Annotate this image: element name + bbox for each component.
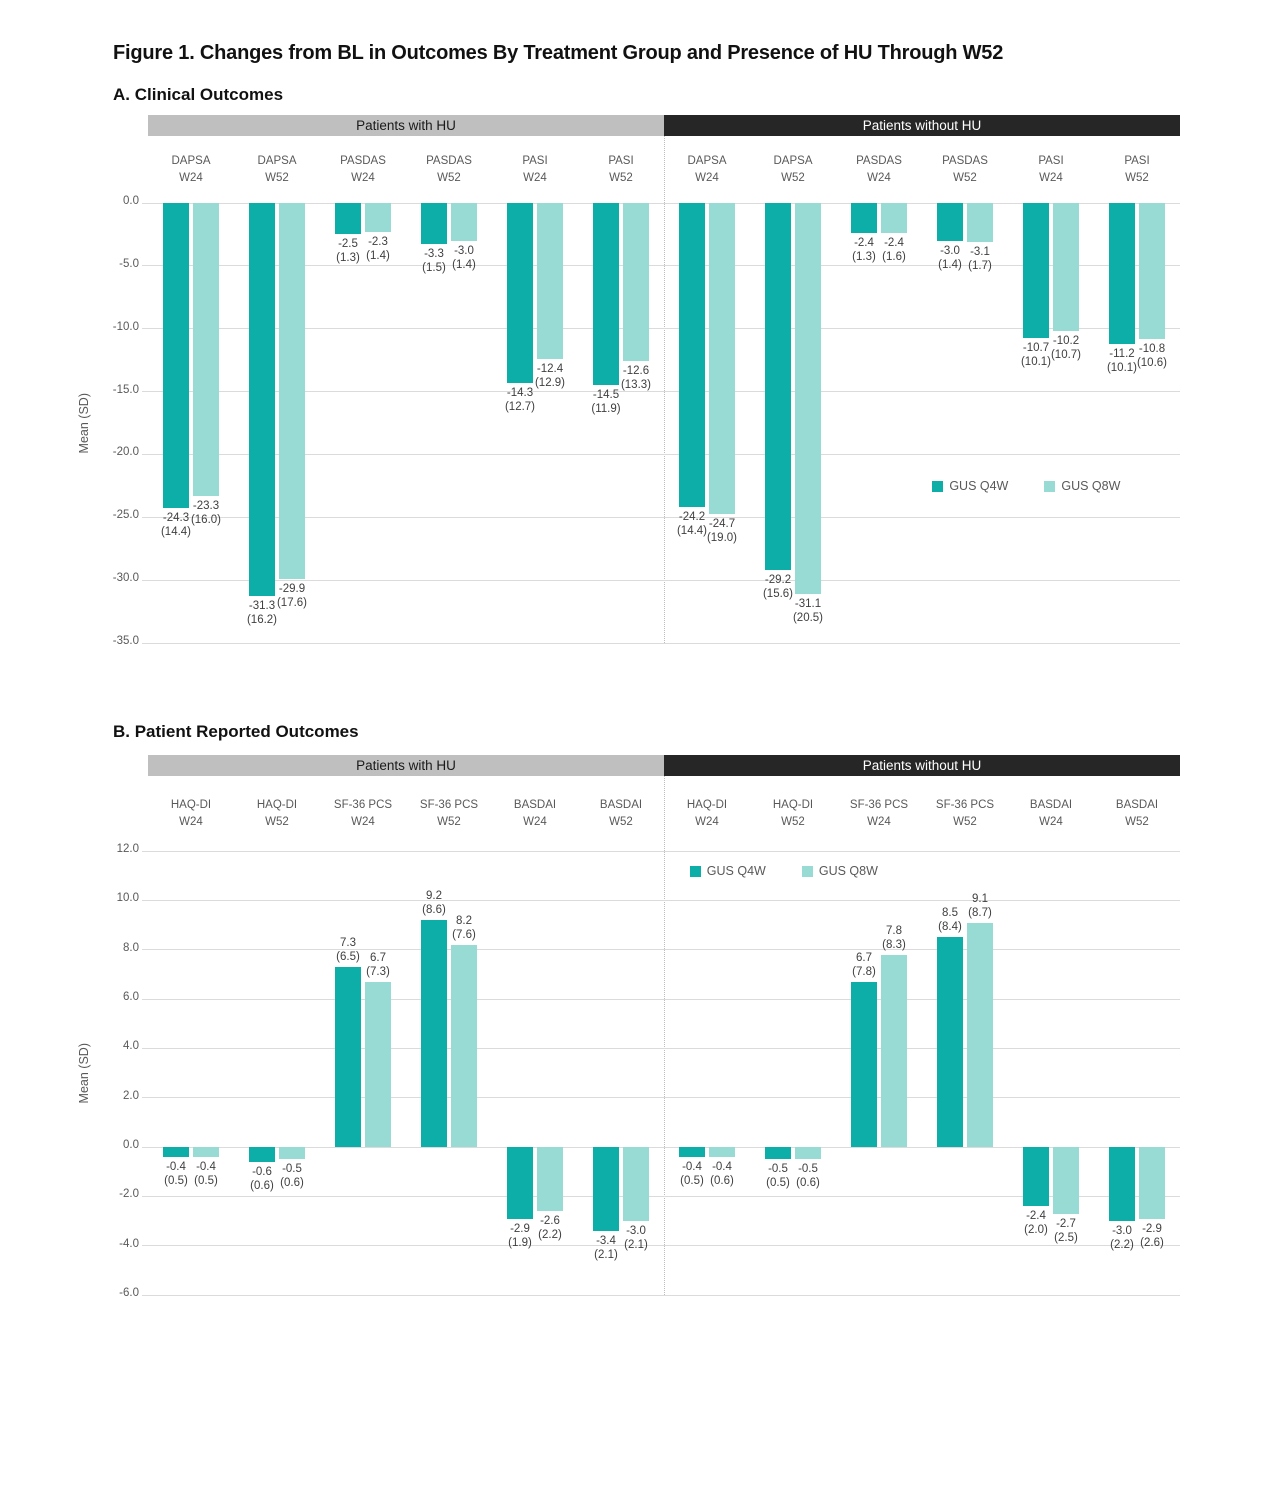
y-tick-label: -30.0 xyxy=(112,572,139,585)
column-label: DAPSA W52 xyxy=(257,154,297,184)
bar-value-label: -29.2 (15.6) xyxy=(762,574,794,601)
y-tick-label: 12.0 xyxy=(116,843,139,855)
category-labels-with-hu xyxy=(148,776,664,851)
column-label: PASDAS W52 xyxy=(942,154,988,184)
column-label: SF-36 PCS W52 xyxy=(935,798,995,828)
bar-gus-q8w xyxy=(451,203,477,241)
bar-value-label: -0.5 (0.6) xyxy=(280,1163,304,1190)
y-axis-title-text: Mean (SD) xyxy=(77,392,91,454)
bar-value-label: -0.4 (0.5) xyxy=(194,1160,218,1187)
bar-gus-q4w xyxy=(679,1147,705,1157)
band-patients-with-hu-label: Patients with HU xyxy=(356,758,456,773)
bar-gus-q4w xyxy=(421,920,447,1147)
y-axis-title-text: Mean (SD) xyxy=(77,1042,91,1104)
bar-value-label: 9.2 (8.6) xyxy=(422,890,446,917)
bar-gus-q4w xyxy=(249,203,275,596)
legend xyxy=(932,479,1120,493)
gridline xyxy=(142,643,1180,644)
y-tick-label: 0.0 xyxy=(123,1139,139,1151)
clinical-outcomes-chart xyxy=(77,115,1180,647)
column-label: BASDAI W24 xyxy=(513,798,557,828)
chart-body xyxy=(77,776,1180,1299)
column-label: BASDAI W52 xyxy=(1115,798,1159,828)
legend-item xyxy=(932,479,1008,493)
bar-gus-q8w xyxy=(279,1147,305,1159)
column-label: DAPSA W24 xyxy=(171,154,211,184)
band-patients-without-hu-label: Patients without HU xyxy=(862,118,982,133)
bar-value-label: -12.4 (12.9) xyxy=(534,362,566,389)
bar-value-label: -10.2 (10.7) xyxy=(1050,335,1082,362)
bar-gus-q4w xyxy=(1109,1147,1135,1221)
y-tick-label: -20.0 xyxy=(112,446,139,459)
bar-gus-q4w xyxy=(593,203,619,385)
column-label: DAPSA W24 xyxy=(687,154,727,184)
y-tick-label: 8.0 xyxy=(123,941,139,954)
column-label: SF-36 PCS W24 xyxy=(333,798,393,828)
bar-value-label: 6.7 (7.8) xyxy=(852,951,876,978)
bar-gus-q4w xyxy=(937,203,963,241)
bar-gus-q4w xyxy=(1023,203,1049,338)
bar-gus-q4w xyxy=(1109,203,1135,344)
bar-value-label: -14.3 (12.7) xyxy=(504,386,536,413)
column-label: DAPSA W52 xyxy=(773,154,813,184)
bar-gus-q8w xyxy=(365,203,391,232)
bar-value-label: -0.4 (0.5) xyxy=(680,1160,704,1187)
bar-gus-q4w xyxy=(163,1147,189,1157)
bar-value-label: -0.4 (0.6) xyxy=(710,1160,734,1187)
legend-swatch-gus-q8w xyxy=(802,866,813,877)
legend-label: GUS Q8W xyxy=(818,864,878,878)
gridline xyxy=(142,1295,1180,1296)
column-label: PASDAS W24 xyxy=(856,154,902,184)
column-label: PASI W52 xyxy=(1124,154,1150,184)
bar-value-label: 7.8 (8.3) xyxy=(882,924,906,951)
plot-half-with-hu xyxy=(148,203,664,643)
bar-gus-q8w xyxy=(881,203,907,233)
bar-value-label: -3.0 (2.1) xyxy=(624,1225,648,1251)
bar-gus-q8w xyxy=(193,1147,219,1157)
band-patients-without-hu xyxy=(664,755,1180,776)
bar-value-label: 8.5 (8.4) xyxy=(938,907,962,934)
bar-gus-q8w xyxy=(1053,203,1079,331)
column-label: BASDAI W52 xyxy=(599,798,643,828)
y-tick-label: -2.0 xyxy=(119,1188,139,1201)
legend-swatch-gus-q8w xyxy=(1044,481,1055,492)
column-label: HAQ-DI W52 xyxy=(256,798,298,828)
bar-value-label: -3.0 (1.4) xyxy=(452,244,476,271)
bar-gus-q4w xyxy=(249,1147,275,1162)
bar-gus-q4w xyxy=(593,1147,619,1231)
bar-value-label: -24.7 (19.0) xyxy=(706,517,737,544)
y-tick-label: -35.0 xyxy=(112,635,139,647)
bar-gus-q8w xyxy=(709,203,735,514)
bar-value-label: -10.7 (10.1) xyxy=(1020,341,1052,368)
gridline xyxy=(142,999,1180,1000)
bar-gus-q8w xyxy=(1139,203,1165,339)
bar-gus-q4w xyxy=(335,203,361,234)
panel-a-heading: A. Clinical Outcomes xyxy=(113,85,284,104)
bar-value-label: -2.6 (2.2) xyxy=(538,1215,562,1242)
bar-value-label: -23.3 (16.0) xyxy=(190,499,221,526)
bar-gus-q8w xyxy=(623,1147,649,1221)
plot-half-with-hu xyxy=(148,851,664,1295)
bar-value-label: -12.6 (13.3) xyxy=(620,365,651,392)
bar-gus-q4w xyxy=(1023,1147,1049,1206)
bar-gus-q8w xyxy=(623,203,649,361)
bar-value-label: -31.3 (16.2) xyxy=(246,600,278,627)
bar-value-label: -24.2 (14.4) xyxy=(676,511,708,538)
chart-body xyxy=(77,136,1180,647)
column-label: HAQ-DI W24 xyxy=(170,798,212,828)
column-label: PASDAS W52 xyxy=(426,154,472,184)
bar-value-label: -10.8 (10.6) xyxy=(1136,342,1167,369)
legend-item xyxy=(802,864,878,878)
bar-value-label: -3.1 (1.7) xyxy=(968,245,992,272)
gridline xyxy=(142,1048,1180,1049)
group-header-band xyxy=(148,755,1180,776)
bar-value-label: -3.0 (2.2) xyxy=(1110,1225,1134,1251)
legend-label: GUS Q4W xyxy=(949,479,1009,493)
bar-gus-q8w xyxy=(451,945,477,1147)
y-axis-title xyxy=(76,851,92,1295)
column-label: PASI W24 xyxy=(1038,154,1064,184)
band-patients-without-hu xyxy=(664,115,1180,136)
column-label: SF-36 PCS W52 xyxy=(419,798,479,828)
bar-gus-q8w xyxy=(795,1147,821,1159)
column-label: HAQ-DI W52 xyxy=(772,798,814,828)
bar-gus-q8w xyxy=(365,982,391,1147)
y-tick-label: 2.0 xyxy=(123,1089,139,1102)
bar-value-label: -24.3 (14.4) xyxy=(160,512,192,539)
category-labels-with-hu xyxy=(148,136,664,203)
column-label: PASI W52 xyxy=(608,154,634,184)
bar-value-label: -2.4 (1.3) xyxy=(852,237,876,264)
y-tick-label: -15.0 xyxy=(112,383,139,396)
bar-value-label: -2.5 (1.3) xyxy=(336,238,360,265)
legend-swatch-gus-q4w xyxy=(932,481,943,492)
y-tick-label: -10.0 xyxy=(112,320,139,333)
category-labels-row xyxy=(148,776,1180,851)
gridline xyxy=(142,1097,1180,1098)
gridline xyxy=(142,580,1180,581)
bar-value-label: 8.2 (7.6) xyxy=(452,914,476,941)
column-label: BASDAI W24 xyxy=(1029,798,1073,828)
bar-value-label: -29.9 (17.6) xyxy=(276,582,308,609)
bar-value-label: -0.5 (0.5) xyxy=(766,1163,790,1190)
bar-gus-q8w xyxy=(193,203,219,496)
bar-gus-q4w xyxy=(421,203,447,244)
bar-value-label: -2.4 (1.6) xyxy=(882,237,906,264)
bar-value-label: -31.1 (20.5) xyxy=(792,597,824,624)
bar-gus-q8w xyxy=(537,203,563,359)
patient-reported-outcomes-chart xyxy=(77,755,1180,1299)
bar-gus-q4w xyxy=(937,937,963,1147)
bar-value-label: -3.0 (1.4) xyxy=(938,244,962,271)
plot-half-without-hu xyxy=(664,851,1180,1295)
legend-item xyxy=(690,864,766,878)
bar-gus-q8w xyxy=(1053,1147,1079,1214)
group-header-band xyxy=(148,115,1180,136)
bar-value-label: 7.3 (6.5) xyxy=(336,936,360,963)
column-label: PASDAS W24 xyxy=(340,154,386,184)
bar-value-label: -3.3 (1.5) xyxy=(422,248,446,275)
bar-gus-q4w xyxy=(163,203,189,508)
y-tick-label: 0.0 xyxy=(123,195,139,207)
band-patients-with-hu-label: Patients with HU xyxy=(356,118,456,133)
category-labels-without-hu xyxy=(664,136,1180,203)
bar-gus-q8w xyxy=(279,203,305,579)
bar-value-label: 9.1 (8.7) xyxy=(968,892,992,919)
legend-item xyxy=(1044,479,1120,493)
y-tick-label: 4.0 xyxy=(123,1040,139,1053)
plot-area xyxy=(77,843,1180,1299)
bar-gus-q4w xyxy=(507,1147,533,1219)
bar-value-label: -2.4 (2.0) xyxy=(1024,1210,1048,1237)
band-patients-with-hu xyxy=(148,115,664,136)
category-labels-without-hu xyxy=(664,776,1180,851)
bar-gus-q8w xyxy=(709,1147,735,1157)
panel-b-heading: B. Patient Reported Outcomes xyxy=(113,722,359,741)
column-label: HAQ-DI W24 xyxy=(686,798,728,828)
bar-value-label: -2.3 (1.4) xyxy=(366,235,390,262)
y-tick-label: -25.0 xyxy=(112,509,139,522)
y-axis-title xyxy=(76,203,92,643)
gridline xyxy=(142,900,1180,901)
bar-value-label: -0.6 (0.6) xyxy=(250,1165,274,1192)
bar-gus-q4w xyxy=(851,982,877,1147)
bar-value-label: -2.9 (1.9) xyxy=(508,1222,532,1249)
legend-swatch-gus-q4w xyxy=(690,866,701,877)
y-tick-label: -6.0 xyxy=(119,1287,139,1299)
y-tick-label: -5.0 xyxy=(119,257,139,270)
y-tick-label: 10.0 xyxy=(116,892,139,905)
bar-gus-q4w xyxy=(335,967,361,1147)
bar-value-label: -2.7 (2.5) xyxy=(1054,1217,1078,1244)
column-label: SF-36 PCS W24 xyxy=(849,798,909,828)
plot-half-without-hu xyxy=(664,203,1180,643)
bar-value-label: 6.7 (7.3) xyxy=(366,951,390,978)
bar-gus-q8w xyxy=(967,203,993,242)
bar-value-label: -11.2 (10.1) xyxy=(1106,347,1137,374)
bar-value-label: -14.5 (11.9) xyxy=(591,389,621,416)
bar-gus-q4w xyxy=(851,203,877,233)
y-tick-label: -4.0 xyxy=(119,1237,139,1250)
band-patients-without-hu-label: Patients without HU xyxy=(862,758,982,773)
bar-gus-q8w xyxy=(795,203,821,594)
bar-gus-q4w xyxy=(507,203,533,383)
bar-gus-q4w xyxy=(765,1147,791,1159)
bar-gus-q8w xyxy=(1139,1147,1165,1219)
bar-gus-q8w xyxy=(967,923,993,1147)
bar-value-label: -2.9 (2.6) xyxy=(1140,1222,1164,1249)
bar-gus-q4w xyxy=(765,203,791,570)
y-tick-label: 6.0 xyxy=(123,991,139,1003)
bar-gus-q8w xyxy=(537,1147,563,1211)
bar-value-label: -3.4 (2.1) xyxy=(594,1234,618,1261)
bar-gus-q4w xyxy=(679,203,705,507)
bar-gus-q8w xyxy=(881,955,907,1147)
gridline xyxy=(142,949,1180,950)
figure-title: Figure 1. Changes from BL in Outcomes By Treatment Group and Presence of HU Through W52 xyxy=(113,42,1004,64)
bar-value-label: -0.4 (0.5) xyxy=(164,1160,188,1187)
category-labels-row xyxy=(148,136,1180,203)
column-label: PASI W24 xyxy=(522,154,548,184)
band-patients-with-hu xyxy=(148,755,664,776)
plot-area xyxy=(77,195,1180,647)
bar-value-label: -0.5 (0.6) xyxy=(796,1163,820,1190)
legend-label: GUS Q8W xyxy=(1061,479,1121,493)
legend xyxy=(690,864,878,878)
legend-label: GUS Q4W xyxy=(706,864,766,878)
